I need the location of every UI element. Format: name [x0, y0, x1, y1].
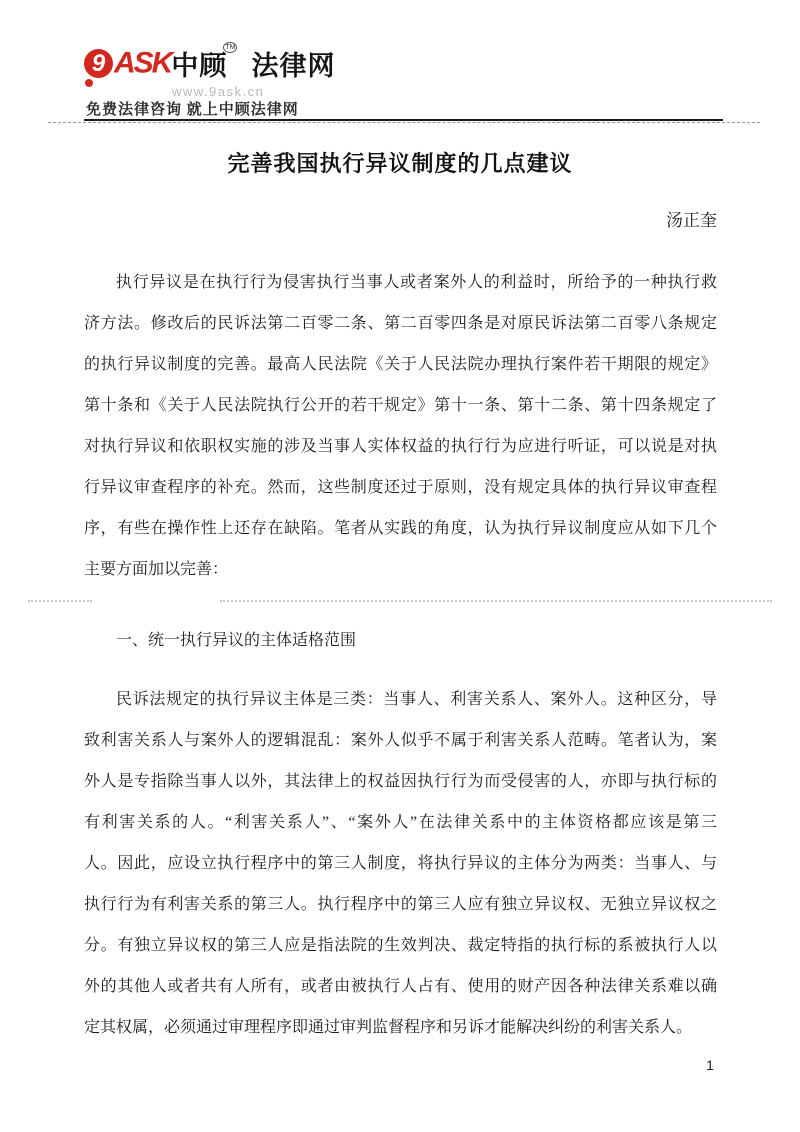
paragraph-line: 人。因此，应设立执行程序中的第三人制度，将执行异议的主体分为两类：当事人、与: [84, 855, 717, 872]
dotted-separator-left: [28, 600, 92, 602]
paragraph-line: 济方法。修改后的民诉法第二百零二条、第二百零四条是对原民诉法第二百零八条规定: [84, 315, 717, 332]
paragraph-line: 外的其他人或者共有人所有，或者由被执行人占有、使用的财产因各种法律关系难以确: [84, 978, 717, 995]
logo-ask-text: ASK: [114, 46, 172, 80]
paragraph-line: 序，有些在操作性上还存在缺陷。笔者从实践的角度，认为执行异议制度应从如下几个: [84, 520, 717, 537]
9ask-logo: [84, 44, 724, 118]
letterhead-rule-dashed: [48, 122, 760, 123]
paragraph-line: 致利害关系人与案外人的逻辑混乱：案外人似乎不属于利害关系人范畴。笔者认为，案: [84, 732, 717, 749]
author-name: 汤正奎: [666, 211, 717, 230]
page-number: 1: [706, 1057, 714, 1073]
website-url: www.9ask.cn: [172, 84, 265, 99]
paragraph-line: 执行行为有利害关系的第三人。执行程序中的第三人应有独立异议权、无独立异议权之: [84, 896, 717, 913]
paragraph-line: 主要方面加以完善：: [84, 561, 229, 578]
letterhead-rule: [84, 119, 723, 121]
paragraph-line: 定其权属，必须通过审理程序即通过审判监督程序和另诉才能解决纠纷的利害关系人。: [84, 1019, 693, 1036]
logo-nine-glyph: 9: [91, 50, 106, 77]
paragraph-line: 有利害关系的人。“利害关系人”、“案外人”在法律关系中的主体资格都应该是第三: [84, 814, 717, 831]
letterhead: [84, 44, 724, 118]
paragraph-1: [84, 262, 717, 590]
page-title: 完善我国执行异议制度的几点建议: [227, 151, 573, 176]
paragraph-line: 对执行异议和依职权实施的涉及当事人实体权益的执行行为应进行听证，可以说是对执: [84, 438, 717, 455]
paragraph-line: 的执行异议制度的完善。最高人民法院《关于人民法院办理执行案件若干期限的规定》: [84, 356, 717, 373]
logo-falvwang-text: 法律网: [251, 51, 336, 81]
paragraph-line: 民诉法规定的执行异议主体是三类：当事人、利害关系人、案外人。这种区分，导: [116, 691, 717, 708]
paragraph-line: 第十条和《关于人民法院执行公开的若干规定》第十一条、第十二条、第十四条规定了: [84, 397, 717, 414]
paragraph-line: 分。有独立异议权的第三人应是指法院的生效判决、裁定特指的执行标的系被执行人以: [84, 937, 717, 954]
paragraph-line: 行异议审查程序的补充。然而，这些制度还过于原则，没有规定具体的执行异议审查程: [84, 479, 717, 496]
logo-zhonggu-text: 中顾: [171, 51, 228, 81]
trademark-icon: TM: [225, 44, 236, 51]
section-heading-1: 一、统一执行异议的主体适格范围: [116, 632, 357, 649]
dotted-separator-right: [220, 600, 772, 602]
paragraph-line: 外人是专指除当事人以外，其法律上的权益因执行行为而受侵害的人，亦即与执行标的: [84, 773, 717, 790]
logo-question-dot-icon: [85, 79, 93, 87]
paragraph-line: 执行异议是在执行行为侵害执行当事人或者案外人的利益时，所给予的一种执行救: [116, 274, 717, 291]
paragraph-2: [84, 679, 717, 1048]
9ask-question-mark-icon: [84, 49, 113, 78]
letterhead-tagline: 免费法律咨询 就上中顾法律网: [86, 102, 299, 118]
